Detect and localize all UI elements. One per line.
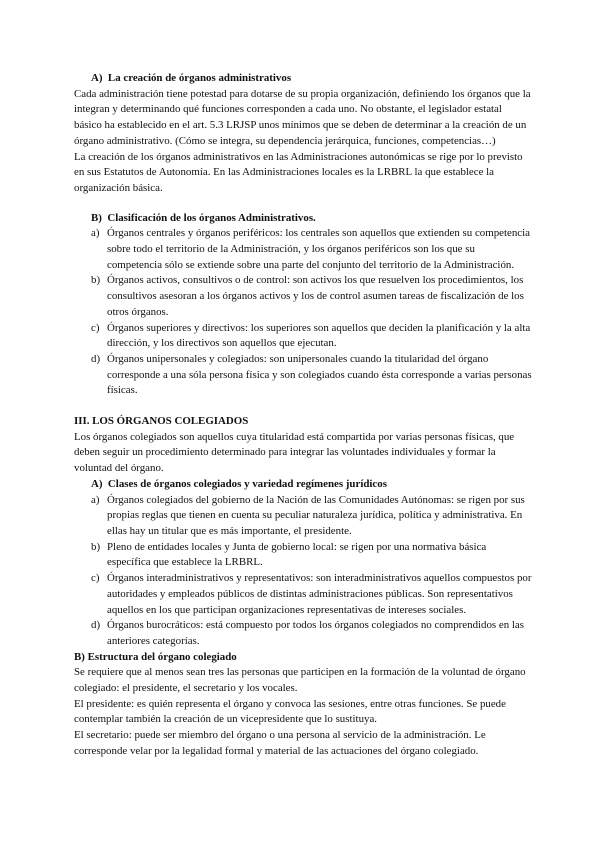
classification-list xyxy=(74,226,532,399)
subsection-b-paragraph-1: Se requiere que al menos sean tres las personas que participen en la formación de la voluntad de órgano colegiado: el presidente, el secretario y los vocales. xyxy=(74,666,526,695)
list-item xyxy=(74,493,532,540)
list-item xyxy=(74,352,532,399)
list-item xyxy=(74,618,532,649)
list-item-label: d) xyxy=(91,352,101,365)
list-item-text: Órganos interadministrativos y representativos: son interadministrativos aquellos compuestos por autoridades y empleados públicos de distintas administraciones públicas. Son representativos aquellos en los que participan organizaciones representativas de intereses sociales. xyxy=(107,572,532,616)
subsection-a-heading: A) Clases de órganos colegiados y variedad regímenes jurídicos xyxy=(91,477,387,490)
list-item xyxy=(74,540,532,571)
section-a-paragraph-2: La creación de los órganos administrativos en las Administraciones autonómicas se rige por lo previsto en sus Estatutos de Autonomía. En las Administraciones locales es la LRBRL la que establece la organización básica. xyxy=(74,150,523,194)
list-item xyxy=(74,571,532,618)
document-page xyxy=(74,71,532,760)
list-item-label: d) xyxy=(91,619,101,632)
list-item-text: Órganos unipersonales y colegiados: son unipersonales cuando la titularidad del órgano corresponde a una sóla persona física y son colegiados cuando ésta corresponde a varias personas físicas. xyxy=(107,352,532,397)
subsection-b-paragraph-2: El presidente: es quién representa el órgano y convoca las sesiones, entre otras funciones. Se puede contemplar también la creación de un vicepresidente que lo sustituya. xyxy=(74,697,506,726)
subsection-b-heading: B) Estructura del órgano colegiado xyxy=(74,650,237,663)
section-a-heading: A) La creación de órganos administrativos xyxy=(91,72,292,84)
subsection-b-paragraph-3: El secretario: puede ser miembro del órgano o una persona al servicio de la administración. Le corresponde velar por la legalidad formal y material de las actuaciones del órgano colegiado. xyxy=(74,729,486,757)
list-item-text: Órganos burocráticos: está compuesto por todos los órganos colegiados no comprendidos en las anteriores categorías. xyxy=(107,619,524,647)
list-item-label: a) xyxy=(91,227,100,240)
list-item-label: b) xyxy=(91,274,101,287)
list-item-text: Pleno de entidades locales y Junta de gobierno local: se rigen por una normativa básica específica que establece la LRBRL. xyxy=(107,540,487,569)
list-item-label: b) xyxy=(91,540,101,553)
section-iii-intro: Los órganos colegiados son aquellos cuya titularidad está compartida por varias personas físicas, que deben seguir un procedimiento determinado para integrar las voluntades individuales y formar la voluntad del órgano. xyxy=(74,430,515,475)
list-item-label: c) xyxy=(91,321,100,334)
list-item-text: Órganos activos, consultivos o de control: son activos los que resuelven los procedimientos, los consultivos asesoran a los órganos activos y los de control asumen tareas de fiscalización de los otros órganos. xyxy=(107,274,524,318)
list-item-label: c) xyxy=(91,572,100,585)
list-item-label: a) xyxy=(91,493,100,506)
list-item xyxy=(74,273,532,320)
list-item-text: Órganos colegiados del gobierno de la Nación de las Comunidades Autónomas: se rigen por sus propias reglas que tienen en cuenta su peculiar naturaleza jurídica, política y administrativa. En ellas hay un titular que es más importante, el presidente. xyxy=(107,493,525,537)
list-item-text: Órganos superiores y directivos: los superiores son aquellos que deciden la planificación y la alta dirección, y los directivos son aquellos que ejecutan. xyxy=(107,321,531,350)
section-a-paragraph-1: Cada administración tiene potestad para dotarse de su propia organización, definiendo los órganos que la integran y determinando qué funciones corresponden a cada uno. No obstante, el legislador estatal básico ha establecido en el art. 5.3 LRJSP unos mínimos que se deben de determinar a la creación de un órgano administrativo. (Cómo se integra, su dependencia jerárquica, funciones, competencias…) xyxy=(74,87,531,147)
list-item xyxy=(74,321,532,352)
section-b-heading: B) Clasificación de los órganos Administrativos. xyxy=(91,211,316,224)
list-item-text: Órganos centrales y órganos periféricos: los centrales son aquellos que extienden su competencia sobre todo el territorio de la Administración, y los órganos periféricos son los que su competencia sólo se extiende sobre una parte del conjunto del territorio de la Administración. xyxy=(107,227,530,271)
colegiados-classes-list xyxy=(74,493,532,650)
section-iii-heading: III. LOS ÓRGANOS COLEGIADOS xyxy=(74,415,249,428)
list-item xyxy=(74,226,532,273)
